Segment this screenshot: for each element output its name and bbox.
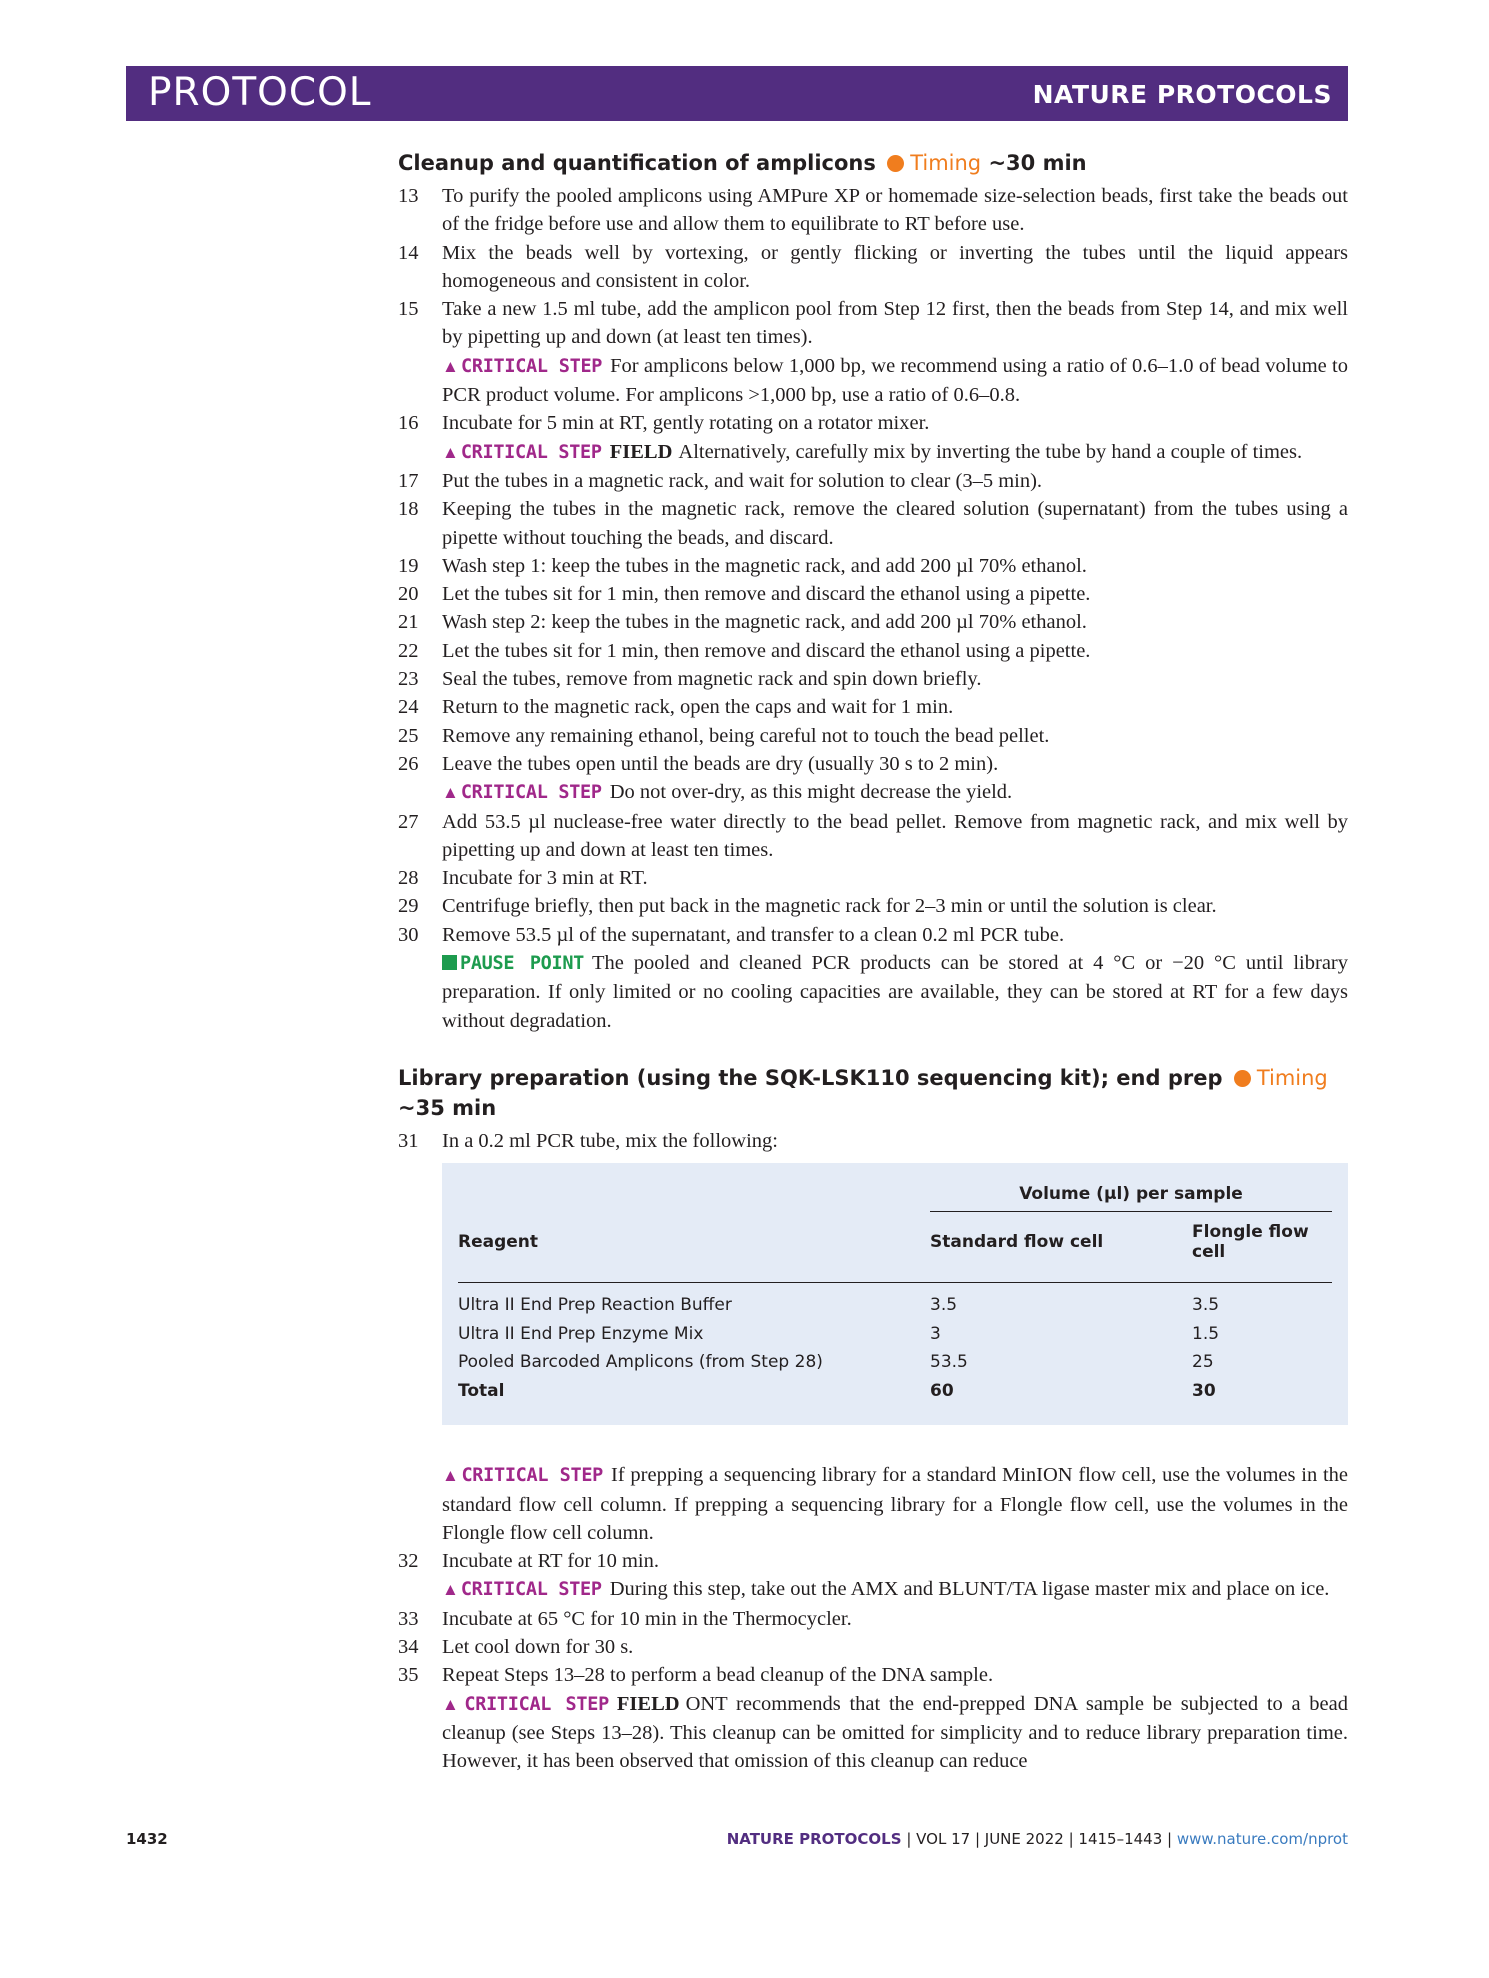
timing-dot-icon	[887, 155, 904, 172]
table-cell: 3	[930, 1323, 941, 1344]
timing-value: ~35 min	[398, 1095, 497, 1120]
step-number: 20	[398, 583, 419, 606]
footer-url[interactable]: www.nature.com/nprot	[1176, 1830, 1348, 1848]
step-number: 16	[398, 412, 419, 435]
step-number: 25	[398, 724, 419, 747]
step-text: Seal the tubes, remove from magnetic rack and spin down briefly.	[442, 668, 982, 691]
step-text: To purify the pooled amplicons using AMPure XP or homemade size-selection beads, first take the beads out of the fridge before use and allow them to equilibrate to RT before use.	[442, 185, 1348, 236]
critical-step-note	[398, 778, 1348, 807]
step-text: Centrifuge briefly, then put back in the magnetic rack for 2–3 min or until the solution is clear.	[442, 895, 1217, 918]
step-text: Let the tubes sit for 1 min, then remove and discard the ethanol using a pipette.	[442, 639, 1091, 662]
pause-point-note	[398, 949, 1348, 1035]
step-number: 29	[398, 895, 419, 918]
protocol-step	[398, 693, 1348, 721]
table-header-reagent: Reagent	[458, 1212, 930, 1283]
protocol-step	[398, 722, 1348, 750]
step-number: 18	[398, 498, 419, 521]
timing-value: ~30 min	[988, 151, 1087, 175]
critical-step-note	[398, 352, 1348, 410]
note-text: For amplicons below 1,000 bp, we recommend using a ratio of 0.6–1.0 of bead volume to PCR product volume. For amplicons >1,000 bp, use a ratio of 0.6–0.8.	[442, 354, 1348, 407]
field-label: FIELD	[609, 440, 673, 463]
step-text: Wash step 1: keep the tubes in the magnetic rack, and add 200 µl 70% ethanol.	[442, 554, 1087, 577]
protocol-step	[398, 295, 1348, 352]
table-total-row	[458, 1377, 1332, 1406]
table-row	[458, 1283, 1332, 1320]
table-cell: Pooled Barcoded Amplicons (from Step 28)	[458, 1352, 823, 1373]
note-text: Alternatively, carefully mix by inverting the tube by hand a couple of times.	[678, 440, 1303, 463]
critical-step-label: CRITICAL STEP	[460, 782, 602, 804]
warning-triangle-icon: ▲	[442, 442, 459, 462]
warning-triangle-icon: ▲	[442, 783, 459, 803]
protocol-step	[398, 921, 1348, 949]
warning-triangle-icon: ▲	[442, 356, 460, 376]
pause-square-icon	[442, 955, 457, 970]
pause-point-label: PAUSE POINT	[460, 953, 585, 975]
table-row	[458, 1348, 1332, 1377]
footer-date: JUNE 2022	[984, 1830, 1064, 1848]
protocol-step	[398, 580, 1348, 608]
table-cell: 53.5	[930, 1352, 968, 1373]
protocol-step	[398, 409, 1348, 437]
step-number: 13	[398, 185, 419, 207]
step-number: 34	[398, 1635, 419, 1658]
table-cell: 25	[1192, 1352, 1214, 1373]
protocol-step	[398, 552, 1348, 580]
section-type-label: PROTOCOL	[148, 70, 372, 115]
step-text: Incubate for 5 min at RT, gently rotating on a rotator mixer.	[442, 412, 930, 435]
step-number: 21	[398, 611, 419, 634]
protocol-step	[398, 637, 1348, 665]
step-text: Keeping the tubes in the magnetic rack, remove the cleared solution (supernatant) from the tubes using a pipette without touching the beads, and discard.	[442, 498, 1348, 549]
note-text: ONT recommends that the end-prepped DNA sample be subjected to a bead cleanup (see Steps 13–28). This cleanup can be omitted for simplicity and to reduce library preparation time. However, it has been observed that omission of this cleanup can reduce	[442, 1692, 1348, 1773]
step-text: Incubate for 3 min at RT.	[442, 867, 648, 890]
protocol-step	[398, 665, 1348, 693]
step-number: 24	[398, 696, 419, 719]
protocol-step	[398, 808, 1348, 865]
critical-step-note	[398, 438, 1348, 467]
step-text: Repeat Steps 13–28 to perform a bead cleanup of the DNA sample.	[442, 1664, 994, 1687]
table-header-standard: Standard flow cell	[930, 1212, 1192, 1283]
step-list-cleanup	[398, 182, 1348, 1035]
critical-step-label: CRITICAL STEP	[461, 355, 603, 377]
section-heading-cleanup	[398, 148, 1348, 178]
protocol-step	[398, 864, 1348, 892]
step-number: 35	[398, 1664, 419, 1687]
reagent-table	[442, 1163, 1348, 1425]
warning-triangle-icon: ▲	[442, 1580, 459, 1600]
table-cell: Total	[458, 1380, 505, 1401]
critical-step-label: CRITICAL STEP	[464, 1693, 609, 1715]
step-text: Incubate at RT for 10 min.	[442, 1550, 660, 1573]
step-text: Mix the beads well by vortexing, or gently flicking or inverting the tubes until the liquid appears homogeneous and consistent in color.	[442, 241, 1348, 292]
step-text: Return to the magnetic rack, open the caps and wait for 1 min.	[442, 696, 954, 719]
step-number: 23	[398, 668, 419, 691]
step-text: Leave the tubes open until the beads are dry (usually 30 s to 2 min).	[442, 752, 999, 775]
step-text: Add 53.5 µl nuclease-free water directly to the bead pellet. Remove from magnetic rack, and mix well by pipetting up and down at least ten times.	[442, 810, 1348, 861]
step-number: 26	[398, 752, 419, 775]
step-number: 32	[398, 1550, 419, 1573]
citation: NATURE PROTOCOLS | VOL 17 | JUNE 2022 | 1415–1443 | www.nature.com/nprot	[726, 1830, 1348, 1848]
journal-name-header: NATURE PROTOCOLS	[1032, 80, 1332, 109]
table-cell: Ultra II End Prep Enzyme Mix	[458, 1323, 704, 1344]
protocol-step	[398, 1547, 1348, 1575]
table-header-flongle: Flongle flow cell	[1192, 1212, 1332, 1283]
note-text: If prepping a sequencing library for a standard MinION flow cell, use the volumes in the standard flow cell column. If prepping a sequencing library for a Flongle flow cell, use the volumes in the Flongle flow cell column.	[442, 1464, 1348, 1544]
step-text: In a 0.2 ml PCR tube, mix the following:	[442, 1129, 778, 1152]
header-banner	[126, 66, 1348, 121]
step-text: Let the tubes sit for 1 min, then remove and discard the ethanol using a pipette.	[442, 583, 1091, 606]
step-list-library-prep	[398, 1547, 1348, 1775]
step-number: 15	[398, 298, 419, 321]
step-number: 22	[398, 639, 419, 662]
step-number: 17	[398, 469, 419, 492]
table-cell: Ultra II End Prep Reaction Buffer	[458, 1295, 732, 1316]
note-text: During this step, take out the AMX and BLUNT/TA ligase master mix and place on ice.	[609, 1578, 1330, 1601]
protocol-step	[398, 467, 1348, 495]
protocol-step	[398, 239, 1348, 296]
step-text: Remove 53.5 µl of the supernatant, and transfer to a clean 0.2 ml PCR tube.	[442, 923, 1065, 946]
table-cell: 1.5	[1192, 1323, 1220, 1344]
timing-label: Timing	[1256, 1065, 1328, 1090]
page-number: 1432	[126, 1830, 168, 1848]
protocol-step	[398, 1127, 1348, 1155]
step-text: Remove any remaining ethanol, being careful not to touch the bead pellet.	[442, 724, 1050, 747]
step-text: Let cool down for 30 s.	[442, 1635, 634, 1658]
step-number: 14	[398, 241, 419, 264]
table-row	[458, 1320, 1332, 1349]
step-number: 28	[398, 867, 419, 890]
step-text: Put the tubes in a magnetic rack, and wait for solution to clear (3–5 min).	[442, 469, 1043, 492]
step-text: Incubate at 65 °C for 10 min in the Thermocycler.	[442, 1607, 852, 1630]
warning-triangle-icon: ▲	[442, 1466, 460, 1486]
step-number: 31	[398, 1129, 419, 1152]
section-heading-library-prep	[398, 1063, 1348, 1123]
note-text: Do not over-dry, as this might decrease the yield.	[609, 781, 1013, 804]
table-cell: 60	[930, 1380, 954, 1401]
protocol-step	[398, 892, 1348, 920]
timing-label: Timing	[910, 151, 982, 175]
critical-step-note	[398, 1461, 1348, 1547]
critical-step-label: CRITICAL STEP	[461, 1465, 603, 1487]
section-title: Library preparation (using the SQK-LSK110 sequencing kit); end prep	[398, 1065, 1223, 1090]
table-group-header: Volume (µl) per sample	[930, 1177, 1332, 1212]
table-cell: 3.5	[930, 1295, 958, 1316]
protocol-step	[398, 182, 1348, 239]
note-text: The pooled and cleaned PCR products can be stored at 4 °C or −20 °C until library preparation. If only limited or no cooling capacities are available, they can be stored at RT for a few days without degradation.	[442, 952, 1348, 1032]
footer-journal: NATURE PROTOCOLS	[726, 1830, 902, 1848]
main-content	[398, 148, 1348, 1775]
step-number: 27	[398, 810, 419, 833]
protocol-step	[398, 495, 1348, 552]
step-number: 33	[398, 1607, 419, 1630]
protocol-step	[398, 1605, 1348, 1633]
timing-dot-icon	[1234, 1070, 1251, 1087]
table-cell: 30	[1192, 1380, 1216, 1401]
warning-triangle-icon: ▲	[442, 1694, 463, 1714]
step-text: Take a new 1.5 ml tube, add the amplicon pool from Step 12 first, then the beads from Step 14, and mix well by pipetting up and down (at least ten times).	[442, 298, 1348, 349]
critical-step-note	[398, 1575, 1348, 1604]
step-text: Wash step 2: keep the tubes in the magnetic rack, and add 200 µl 70% ethanol.	[442, 611, 1087, 634]
field-label: FIELD	[616, 1692, 680, 1715]
protocol-step	[398, 608, 1348, 636]
protocol-step	[398, 1661, 1348, 1689]
protocol-step	[398, 1633, 1348, 1661]
protocol-step	[398, 750, 1348, 778]
critical-step-note	[398, 1690, 1348, 1776]
footer-volume: VOL 17	[916, 1830, 971, 1848]
section-title: Cleanup and quantification of amplicons	[398, 151, 876, 175]
critical-step-label: CRITICAL STEP	[460, 1579, 602, 1601]
step-number: 19	[398, 554, 419, 577]
footer-pages: 1415–1443	[1078, 1830, 1163, 1848]
step-number: 30	[398, 923, 419, 946]
critical-step-label: CRITICAL STEP	[460, 441, 602, 463]
table-cell: 3.5	[1192, 1295, 1220, 1316]
